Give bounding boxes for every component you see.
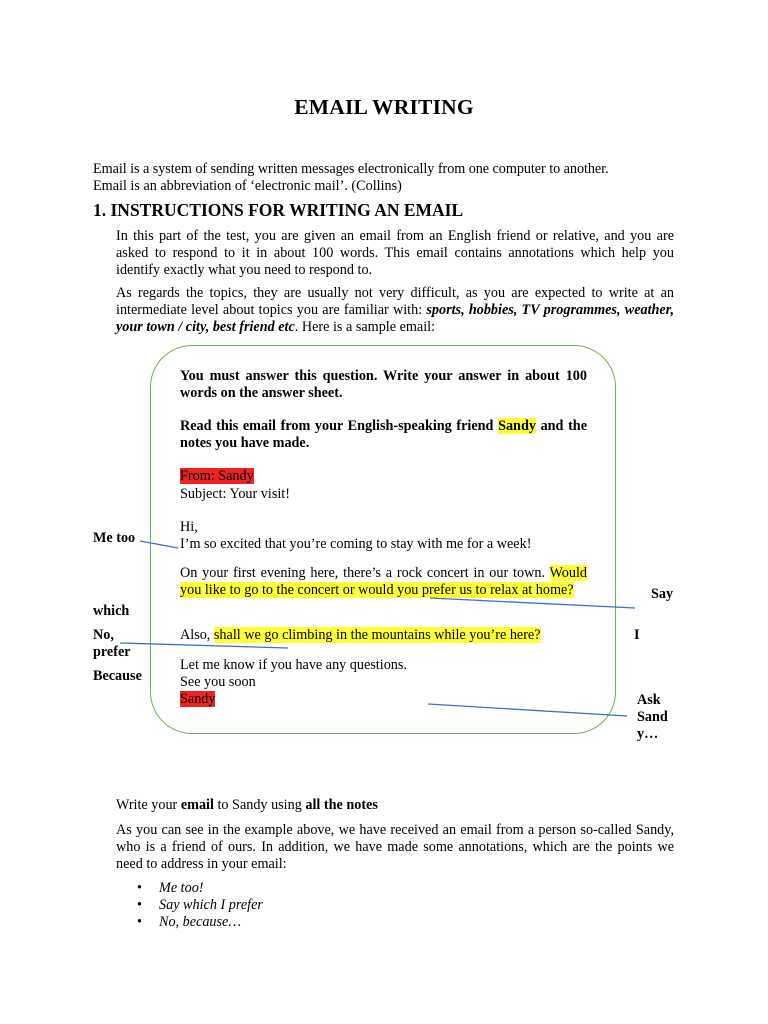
section-heading: 1. INSTRUCTIONS FOR WRITING AN EMAIL <box>93 200 464 220</box>
task-instruction-1: You must answer this question. Write your answer in about 100 words on the answer sheet. <box>180 368 587 401</box>
instruction-2-start: Read this email from your English-speaking friend <box>180 418 499 434</box>
write-task-line <box>116 797 378 814</box>
bullet-icon: • <box>137 880 142 896</box>
also-text: Also, <box>180 627 214 643</box>
topics-intro-text: As regards the topics, they are usually not very difficult, as you are expected to write at an intermediate level about topics you are familiar with: <box>116 285 674 318</box>
notes-bullet-list <box>137 880 263 931</box>
email-excited-line: I’m so excited that you’re coming to stay with me for a week! <box>180 536 532 552</box>
email-questions-line: Let me know if you have any questions. <box>180 657 407 673</box>
email-greeting: Hi, <box>180 519 198 535</box>
note-ask-sandy: Ask Sand y… <box>637 692 668 742</box>
write-email-bold: email <box>180 797 214 813</box>
connector-me-too <box>140 541 178 548</box>
friend-name-highlight: Sandy <box>498 418 536 434</box>
from-highlight: From: Sandy <box>180 468 254 484</box>
concert-text: On your first evening here, there’s a rock concert in our town. <box>180 565 550 581</box>
bullet-text: Me too! <box>159 880 204 896</box>
bullet-icon: • <box>137 914 142 930</box>
instruction-2-end: and the notes you have made. <box>180 418 587 451</box>
intro-line-2: Email is an abbreviation of ‘electronic mail’. (Collins) <box>93 177 402 194</box>
note-because: Because <box>93 668 142 684</box>
note-say: Say <box>651 586 674 602</box>
connector-no-prefer <box>120 643 288 648</box>
note-i: I <box>634 627 640 643</box>
email-subject: Subject: Your visit! <box>180 486 290 502</box>
connector-ask-sandy <box>428 704 627 716</box>
note-no-prefer: No, prefer <box>93 627 131 660</box>
intro-line-1: Email is a system of sending written messages electronically from one computer to another. <box>93 161 609 177</box>
write-text-1: Write your <box>116 797 181 813</box>
explanation-paragraph: As you can see in the example above, we have received an email from a person so-called Sandy, who is a friend of ours. In addition, we have made some annotations, which are the points we need to address in your email: <box>116 822 674 872</box>
signature-highlight: Sandy <box>180 691 216 707</box>
note-which: which <box>93 603 130 619</box>
connector-say <box>430 598 635 608</box>
climbing-question-highlight: shall we go climbing in the mountains while you’re here? <box>213 627 541 643</box>
topics-end-text: . Here is a sample email: <box>294 318 436 335</box>
note-me-too: Me too <box>93 530 136 546</box>
write-notes-bold: all the notes <box>305 797 378 813</box>
bullet-text: Say which I prefer <box>159 897 263 913</box>
instructions-paragraph-1: In this part of the test, you are given an email from an English friend or relative, and you are asked to respond to it in about 100 words. This email contains annotations which help you identify exactly what you need to respond to. <box>116 228 674 278</box>
bullet-icon: • <box>137 897 142 913</box>
bullet-item <box>137 914 263 931</box>
email-closing: See you soon <box>180 674 256 690</box>
bullet-item <box>137 880 263 897</box>
write-text-2: to Sandy using <box>213 797 306 813</box>
page-title: EMAIL WRITING <box>294 95 474 119</box>
concert-question-highlight: Would you like to go to the concert or would you prefer us to relax at home? <box>180 565 587 598</box>
bullet-item <box>137 897 263 914</box>
topics-list: sports, hobbies, TV programmes, weather, your town / city, best friend etc <box>116 301 674 335</box>
bullet-text: No, because… <box>159 914 241 930</box>
